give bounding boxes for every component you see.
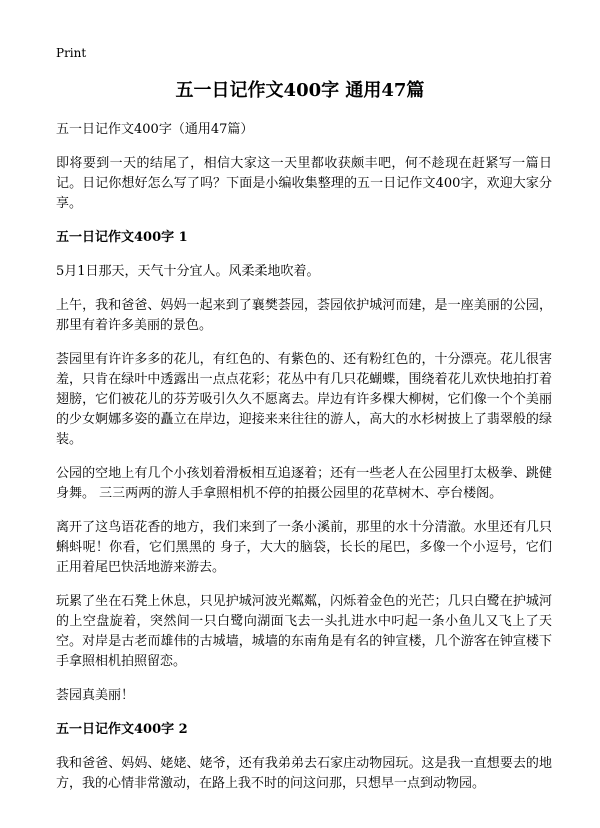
document-subtitle: 五一日记作文400字（通用47篇） (56, 122, 254, 137)
section-heading-2: 五一日记作文400字 2 (56, 722, 188, 737)
section-1-paragraph: 荟园真美丽！ (56, 688, 135, 703)
section-1-paragraph: 上午，我和爸爸、妈妈一起来到了襄樊荟园，荟园依护城河而建，是一座美丽的公园，那里有着许多美丽的景色。 (56, 298, 552, 333)
document-body (56, 120, 552, 808)
print-link[interactable]: Print (56, 46, 87, 60)
section-2-paragraph: 我和爸爸、妈妈、姥姥、姥爷，还有我弟弟去石家庄动物园玩。这是我一直想要去的地方，我的心情非常激动，在路上我不时的问这问那，只想早一点到动物园。 (56, 756, 552, 791)
section-1-paragraph: 离开了这鸟语花香的地方，我们来到了一条小溪前，那里的水十分清澈。水里还有几只蝌蚪呢！你看，它们黑黑的 身子，大大的脑袋，长长的尾巴，多像一个小逗号，它们正用着尾巴快活地游来游去。 (56, 520, 552, 575)
intro-paragraph: 即将要到一天的结尾了，相信大家这一天里都收获颇丰吧，何不趁现在赶紧写一篇日记。日记你想好怎么写了吗？下面是小编收集整理的五一日记作文400字，欢迎大家分享。 (56, 156, 552, 211)
page-title: 五一日记作文400字 通用47篇 (175, 80, 425, 101)
section-heading-1: 五一日记作文400字 1 (56, 230, 188, 245)
section-1-paragraph: 公园的空地上有几个小孩划着滑板相互追逐着；还有一些老人在公园里打太极拳、跳健身舞。 三三两两的游人手拿照相机不停的拍摄公园里的花草树木、亭台楼阁。 (56, 466, 552, 501)
section-1-paragraph: 玩累了坐在石凳上休息，只见护城河波光粼粼，闪烁着金色的光芒；几只白鹭在护城河的上空盘旋着，突然间一只白鹭向湖面飞去一头扎进水中叼起一条小鱼儿又飞上了天空。对岸是古老而雄伟的古城墙，城墙的东南角是有名的钟宣楼，几个游客在钟宣楼下手拿照相机拍照留恋。 (56, 594, 552, 669)
section-1-paragraph: 荟园里有许许多多的花儿，有红色的、有紫色的、还有粉红色的，十分漂亮。花儿很害羞，只肯在绿叶中透露出一点点花彩；花丛中有几只花蝴蝶，围绕着花儿欢快地拍打着翅膀，它们被花儿的芬芳吸引久久不愿离去。岸边有许多棵大柳树，它们像一个个美丽的少女婀娜多姿的矗立在岸边，迎接来来往往的游人，高大的水杉树披上了翡翠般的绿装。 (56, 352, 552, 447)
section-1-paragraph: 5月1日那天，天气十分宜人。风柔柔地吹着。 (56, 264, 320, 279)
